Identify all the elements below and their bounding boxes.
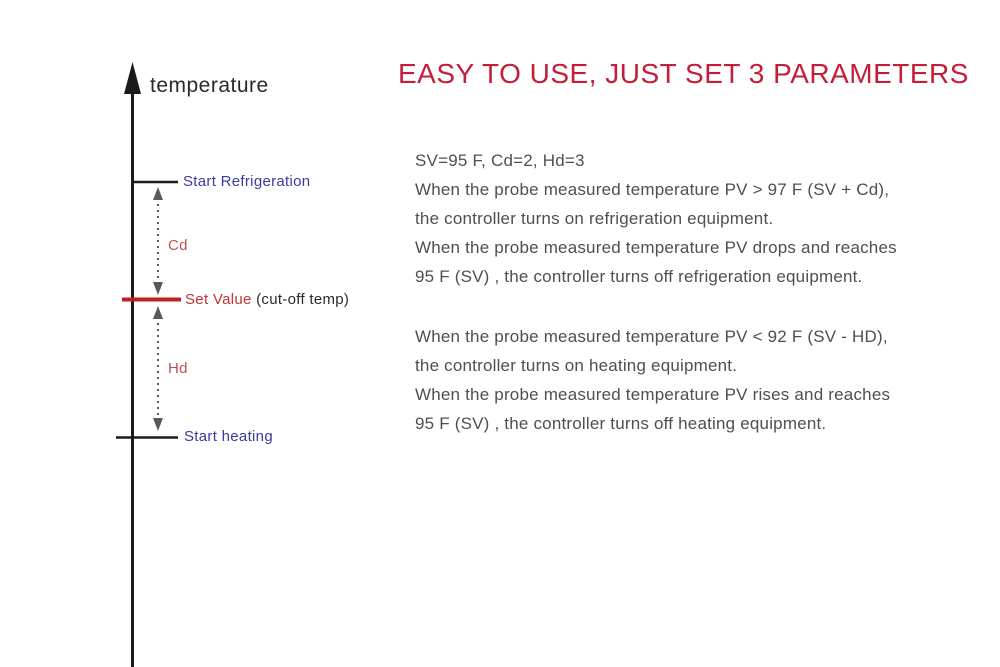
hd-parameter-label: Hd: [168, 360, 188, 377]
heating-on-condition-line: When the probe measured temperature PV < 92 F (SV - HD),: [415, 327, 888, 346]
start-heating-label: Start heating: [184, 428, 273, 445]
axis-arrow-up-icon: [124, 62, 141, 94]
start-refrigeration-label: Start Refrigeration: [183, 173, 311, 190]
axis-label: temperature: [150, 74, 269, 97]
heating-on-action-line: the controller turns on heating equipment.: [415, 356, 738, 375]
hd-arrow-down-icon: [153, 418, 163, 431]
refrigeration-on-condition-line: When the probe measured temperature PV > 97 F (SV + Cd),: [415, 180, 890, 199]
refrigeration-off-condition-line: When the probe measured temperature PV drops and reaches: [415, 238, 897, 257]
refrigeration-off-action-line: 95 F (SV) , the controller turns off refrigeration equipment.: [415, 267, 863, 286]
refrigeration-explanation-block: [415, 146, 955, 291]
heating-off-action-line: 95 F (SV) , the controller turns off heating equipment.: [415, 414, 827, 433]
refrigeration-on-action-line: the controller turns on refrigeration equipment.: [415, 209, 774, 228]
cd-parameter-label: Cd: [168, 237, 188, 254]
set-value-label: [185, 291, 349, 308]
set-value-label-text: Set Value: [185, 291, 252, 308]
heating-explanation-block: [415, 322, 955, 438]
heating-off-condition-line: When the probe measured temperature PV rises and reaches: [415, 385, 891, 404]
page-title: EASY TO USE, JUST SET 3 PARAMETERS: [398, 58, 969, 89]
parameters-summary-line: SV=95 F, Cd=2, Hd=3: [415, 151, 585, 170]
set-value-note: (cut-off temp): [256, 291, 350, 308]
cd-arrow-down-icon: [153, 282, 163, 295]
